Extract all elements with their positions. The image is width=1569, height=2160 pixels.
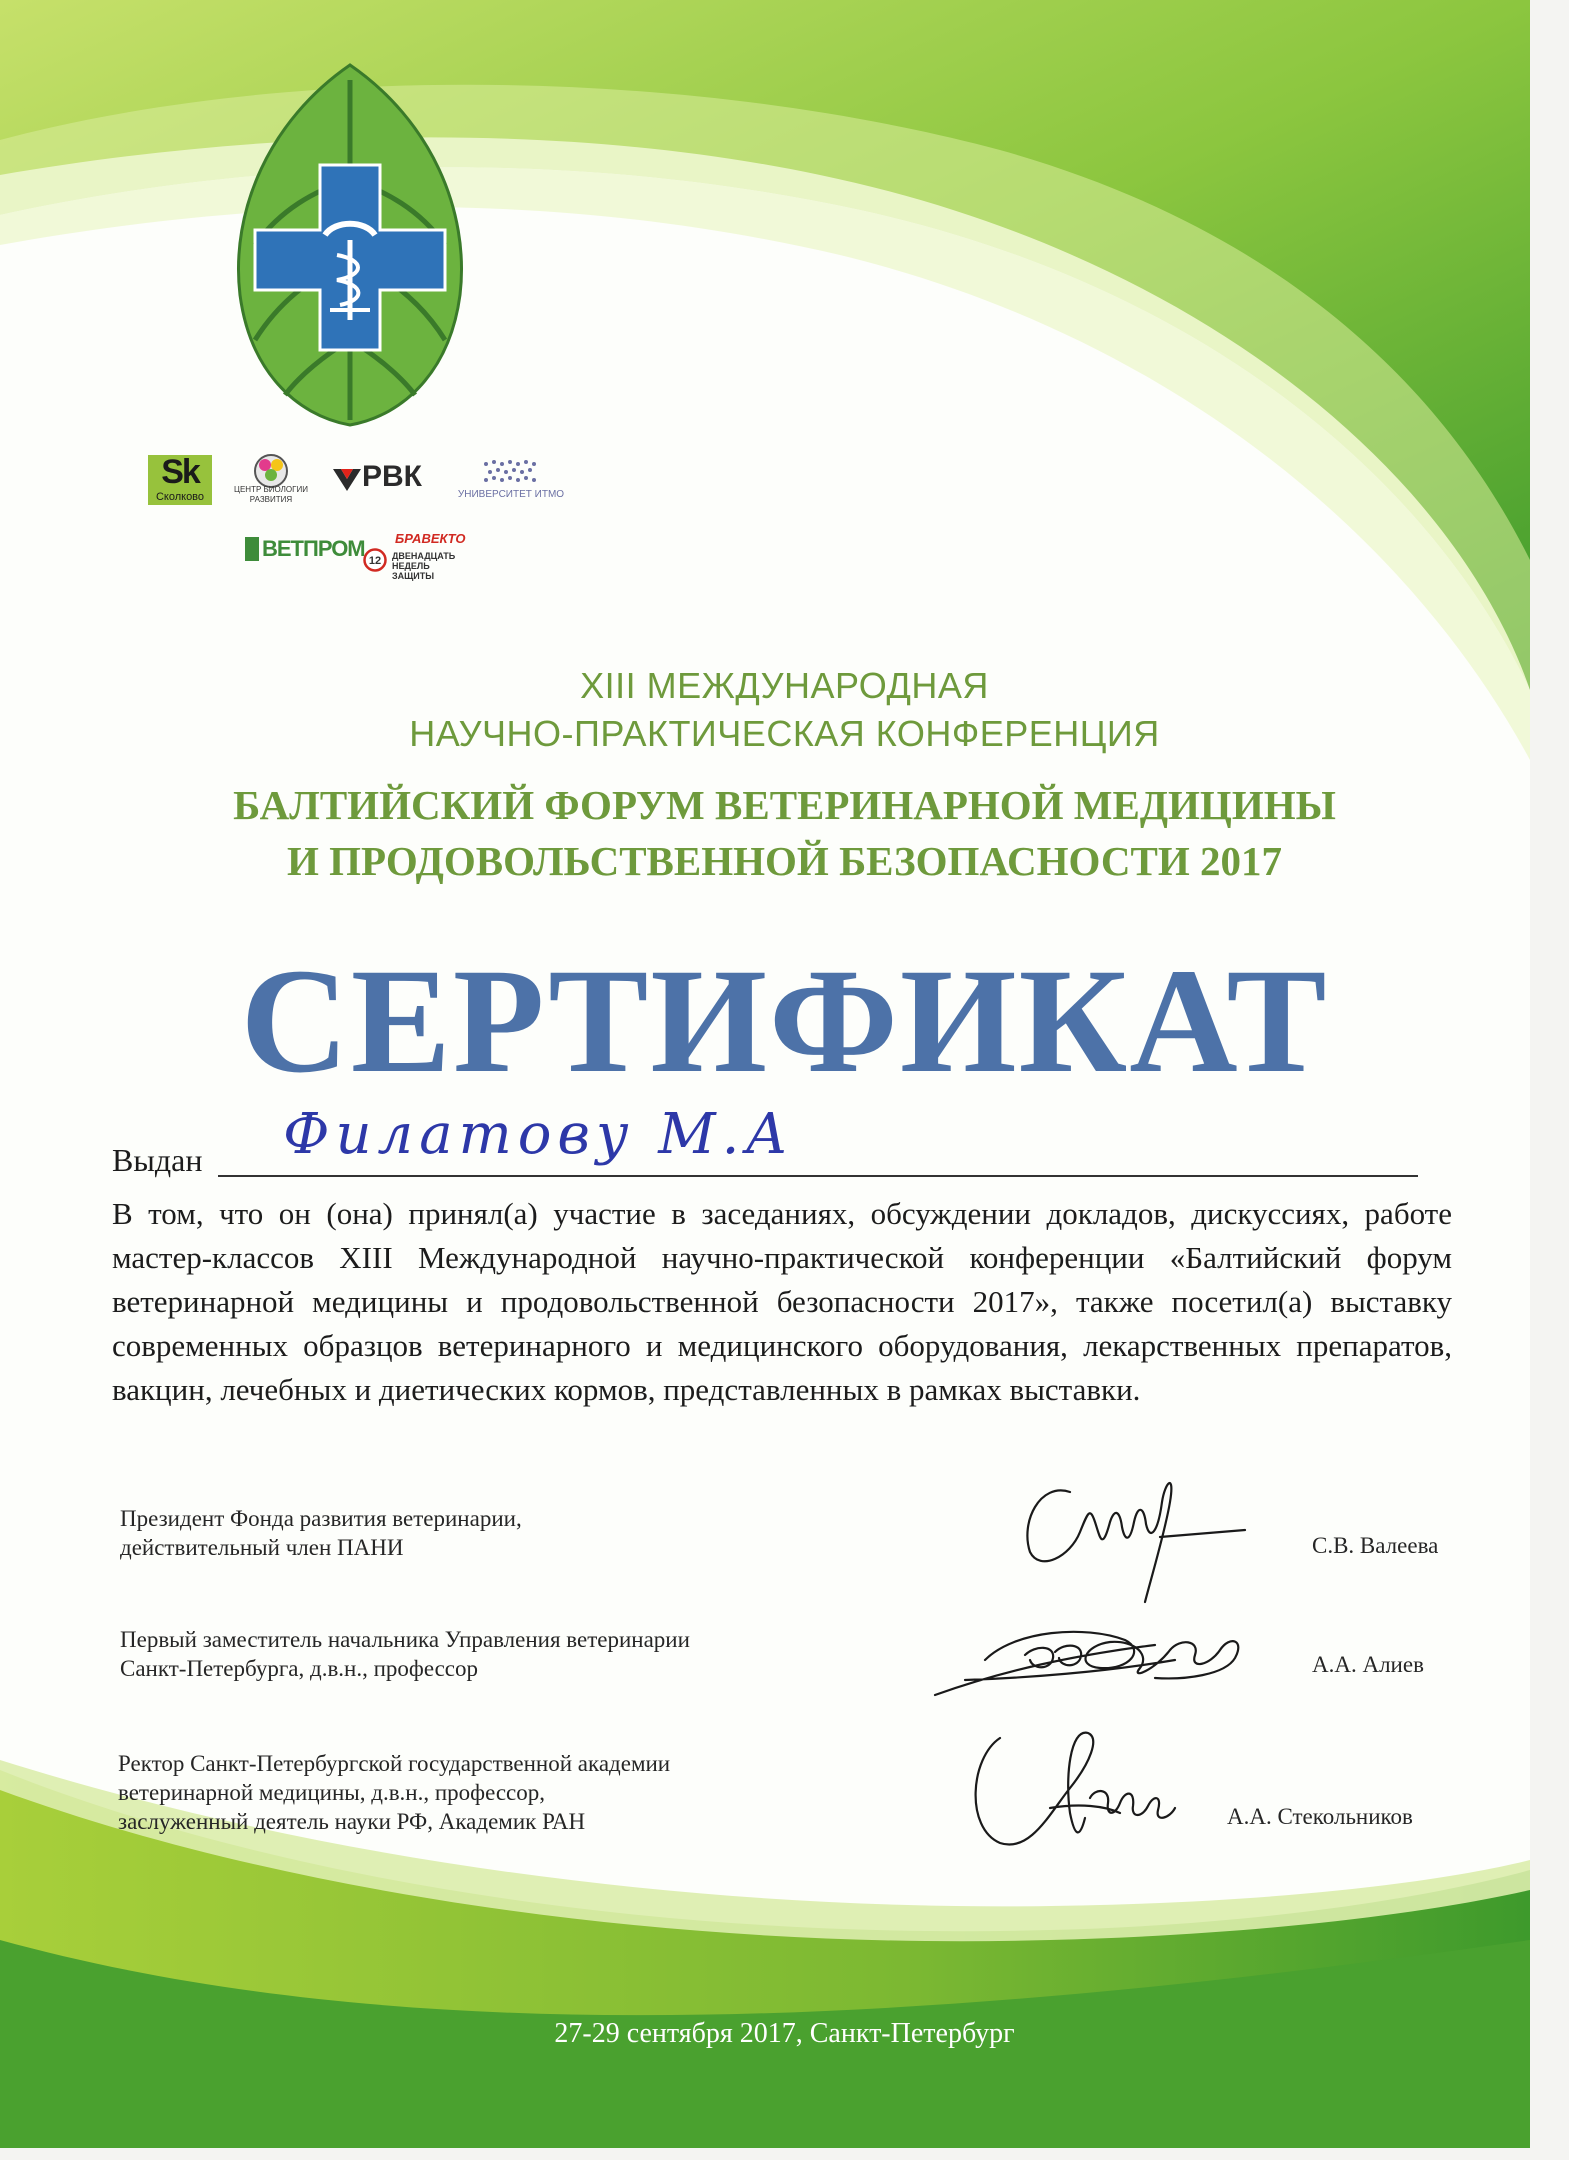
signatory-1-name: С.В. Валеева [1312,1533,1439,1558]
cbr-logo-label: ЦЕНТР БИОЛОГИИ РАЗВИТИЯ [234,485,308,504]
footer-date-place: 27-29 сентября 2017, Санкт-Петербург [554,2018,1015,2049]
signature-3 [970,1718,1190,1858]
signatory-3-title [118,1749,670,1836]
issued-label: Выдан [112,1142,203,1178]
signatory-1-title [120,1504,522,1562]
recipient-name-handwritten: Филатову М.А [283,1102,794,1167]
cbr-logo-icon [248,449,294,489]
signatory-2-title-line-1: Первый заместитель начальника Управления ветеринарии [120,1627,690,1652]
twelve-weeks-logo-icon [363,548,387,572]
conference-line-2: НАУЧНО-ПРАКТИЧЕСКАЯ КОНФЕРЕНЦИЯ [409,713,1160,754]
signatory-1-title-line-2: действительный член ПАНИ [120,1535,404,1560]
skolkovo-logo-label: Сколково [155,491,205,503]
leaf-cross-logo [225,60,475,430]
signatory-1-title-line-1: Президент Фонда развития ветеринарии, [120,1506,522,1531]
conference-line-1: XIII МЕЖДУНАРОДНАЯ [580,665,989,706]
itmo-logo-dots [480,456,540,486]
signature-1 [1010,1462,1250,1612]
rvk-logo-label: РВК [362,460,422,493]
issued-underline [218,1175,1418,1177]
bravecto-logo-label: БРАВЕКТО [395,531,466,546]
certificate-body-text: В том, что он (она) принял(а) участие в заседаниях, обсуждении докладов, дискуссиях, работе мастер-классов XIII Международной научно-практической конференции «Балтийский форум ветеринарной медицины и продовольственной безопасности 2017», также посетил(а) выставку современных образцов ветеринарного и медицинского оборудования, лекарственных препаратов, вакцин, лечебных и диетических кормов, представленных в рамках выставки. [112,1196,1452,1407]
twelve-weeks-logo-number: 12 [368,555,382,567]
forum-title-line-2: И ПРОДОВОЛЬСТВЕННОЙ БЕЗОПАСНОСТИ 2017 [286,838,1282,884]
signatory-3-name: А.А. Стекольников [1227,1804,1413,1829]
itmo-logo-label: УНИВЕРСИТЕТ ИТМО [457,489,565,500]
signatory-2-title-line-2: Санкт-Петербурга, д.в.н., профессор [120,1656,479,1681]
signature-2 [925,1600,1265,1700]
signatory-3-title-line-1: Ректор Санкт-Петербургской государственной академии [118,1751,671,1776]
signatory-3-title-line-3: заслуженный деятель науки РФ, Академик РАН [118,1809,586,1834]
signatory-2-title [120,1625,690,1683]
rvk-logo-icon [333,465,361,493]
signatory-3-title-line-2: ветеринарной медицины, д.в.н., профессор, [118,1780,546,1805]
vetprom-logo-box [245,537,259,561]
signatory-2-name: А.А. Алиев [1312,1652,1424,1677]
twelve-weeks-logo-label: ДВЕНАДЦАТЬ НЕДЕЛЬ ЗАЩИТЫ [392,551,456,581]
skolkovo-logo-mark: Sk [161,453,199,491]
forum-title-line-1: БАЛТИЙСКИЙ ФОРУМ ВЕТЕРИНАРНОЙ МЕДИЦИНЫ [233,782,1336,828]
certificate-title: СЕРТИФИКАТ [240,938,1329,1104]
vetprom-logo-label: ВЕТПРОМ [262,536,365,561]
